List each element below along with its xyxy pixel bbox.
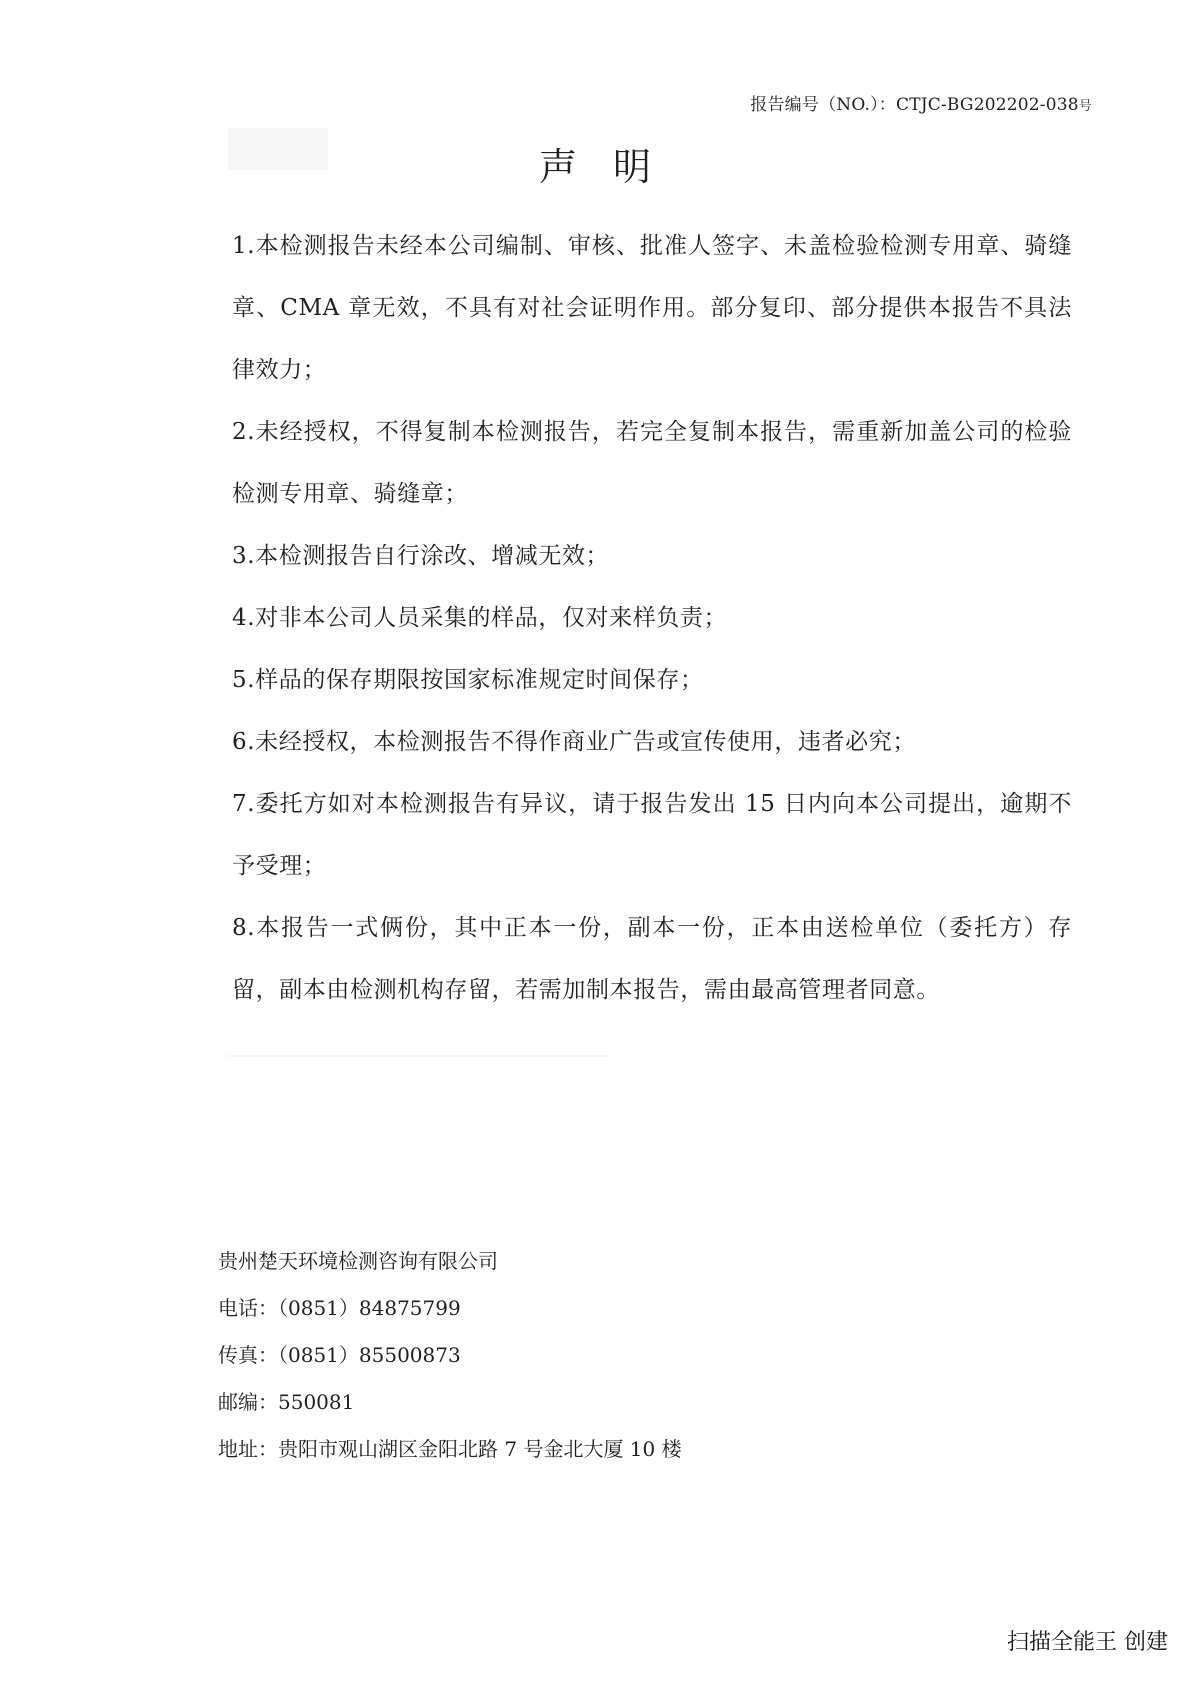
statement-item: 5.样品的保存期限按国家标准规定时间保存； [232,667,704,693]
statement-item: 6.未经授权，本检测报告不得作商业广告或宣传使用，违者必究； [232,729,916,755]
report-number-text: 报告编号（NO.）：CTJC-BG202202-038 [750,95,1079,115]
company-phone: 电话：（0851）84875799 [218,1296,461,1320]
statement-list [232,215,1072,1021]
statement-item: 3.本检测报告自行涂改、增减无效； [232,543,610,569]
company-fax: 传真：（0851）85500873 [218,1343,461,1367]
statement-item: 4.对非本公司人员采集的样品，仅对来样负责； [232,605,728,631]
statement-item: 1.本检测报告未经本公司编制、审核、批准人签字、未盖检验检测专用章、骑缝章、CMA 章无效，不具有对社会证明作用。部分复印、部分提供本报告不具法律效力； [232,233,1072,383]
statement-item: 8.本报告一式俩份，其中正本一份，副本一份，正本由送检单位（委托方）存留，副本由检测机构存留，若需加制本报告，需由最高管理者同意。 [232,915,1072,1003]
statement-item: 7.委托方如对本检测报告有异议，请于报告发出 15 日内向本公司提出，逾期不予受理； [232,791,1072,879]
report-number [750,90,1092,115]
company-postcode: 邮编：550081 [218,1390,355,1414]
page-title: 声明 [538,145,687,189]
company-address: 地址：贵阳市观山湖区金阳北路 7 号金北大厦 10 楼 [218,1437,682,1461]
report-number-suffix: 号 [1078,99,1092,114]
company-info [218,1238,682,1473]
scanner-watermark: 扫描全能王 创建 [1007,1630,1168,1655]
company-name: 贵州楚天环境检测咨询有限公司 [218,1249,498,1273]
statement-item: 2.未经授权，不得复制本检测报告，若完全复制本报告，需重新加盖公司的检验检测专用章、骑缝章； [232,419,1072,507]
scan-shadow [228,1055,608,1057]
